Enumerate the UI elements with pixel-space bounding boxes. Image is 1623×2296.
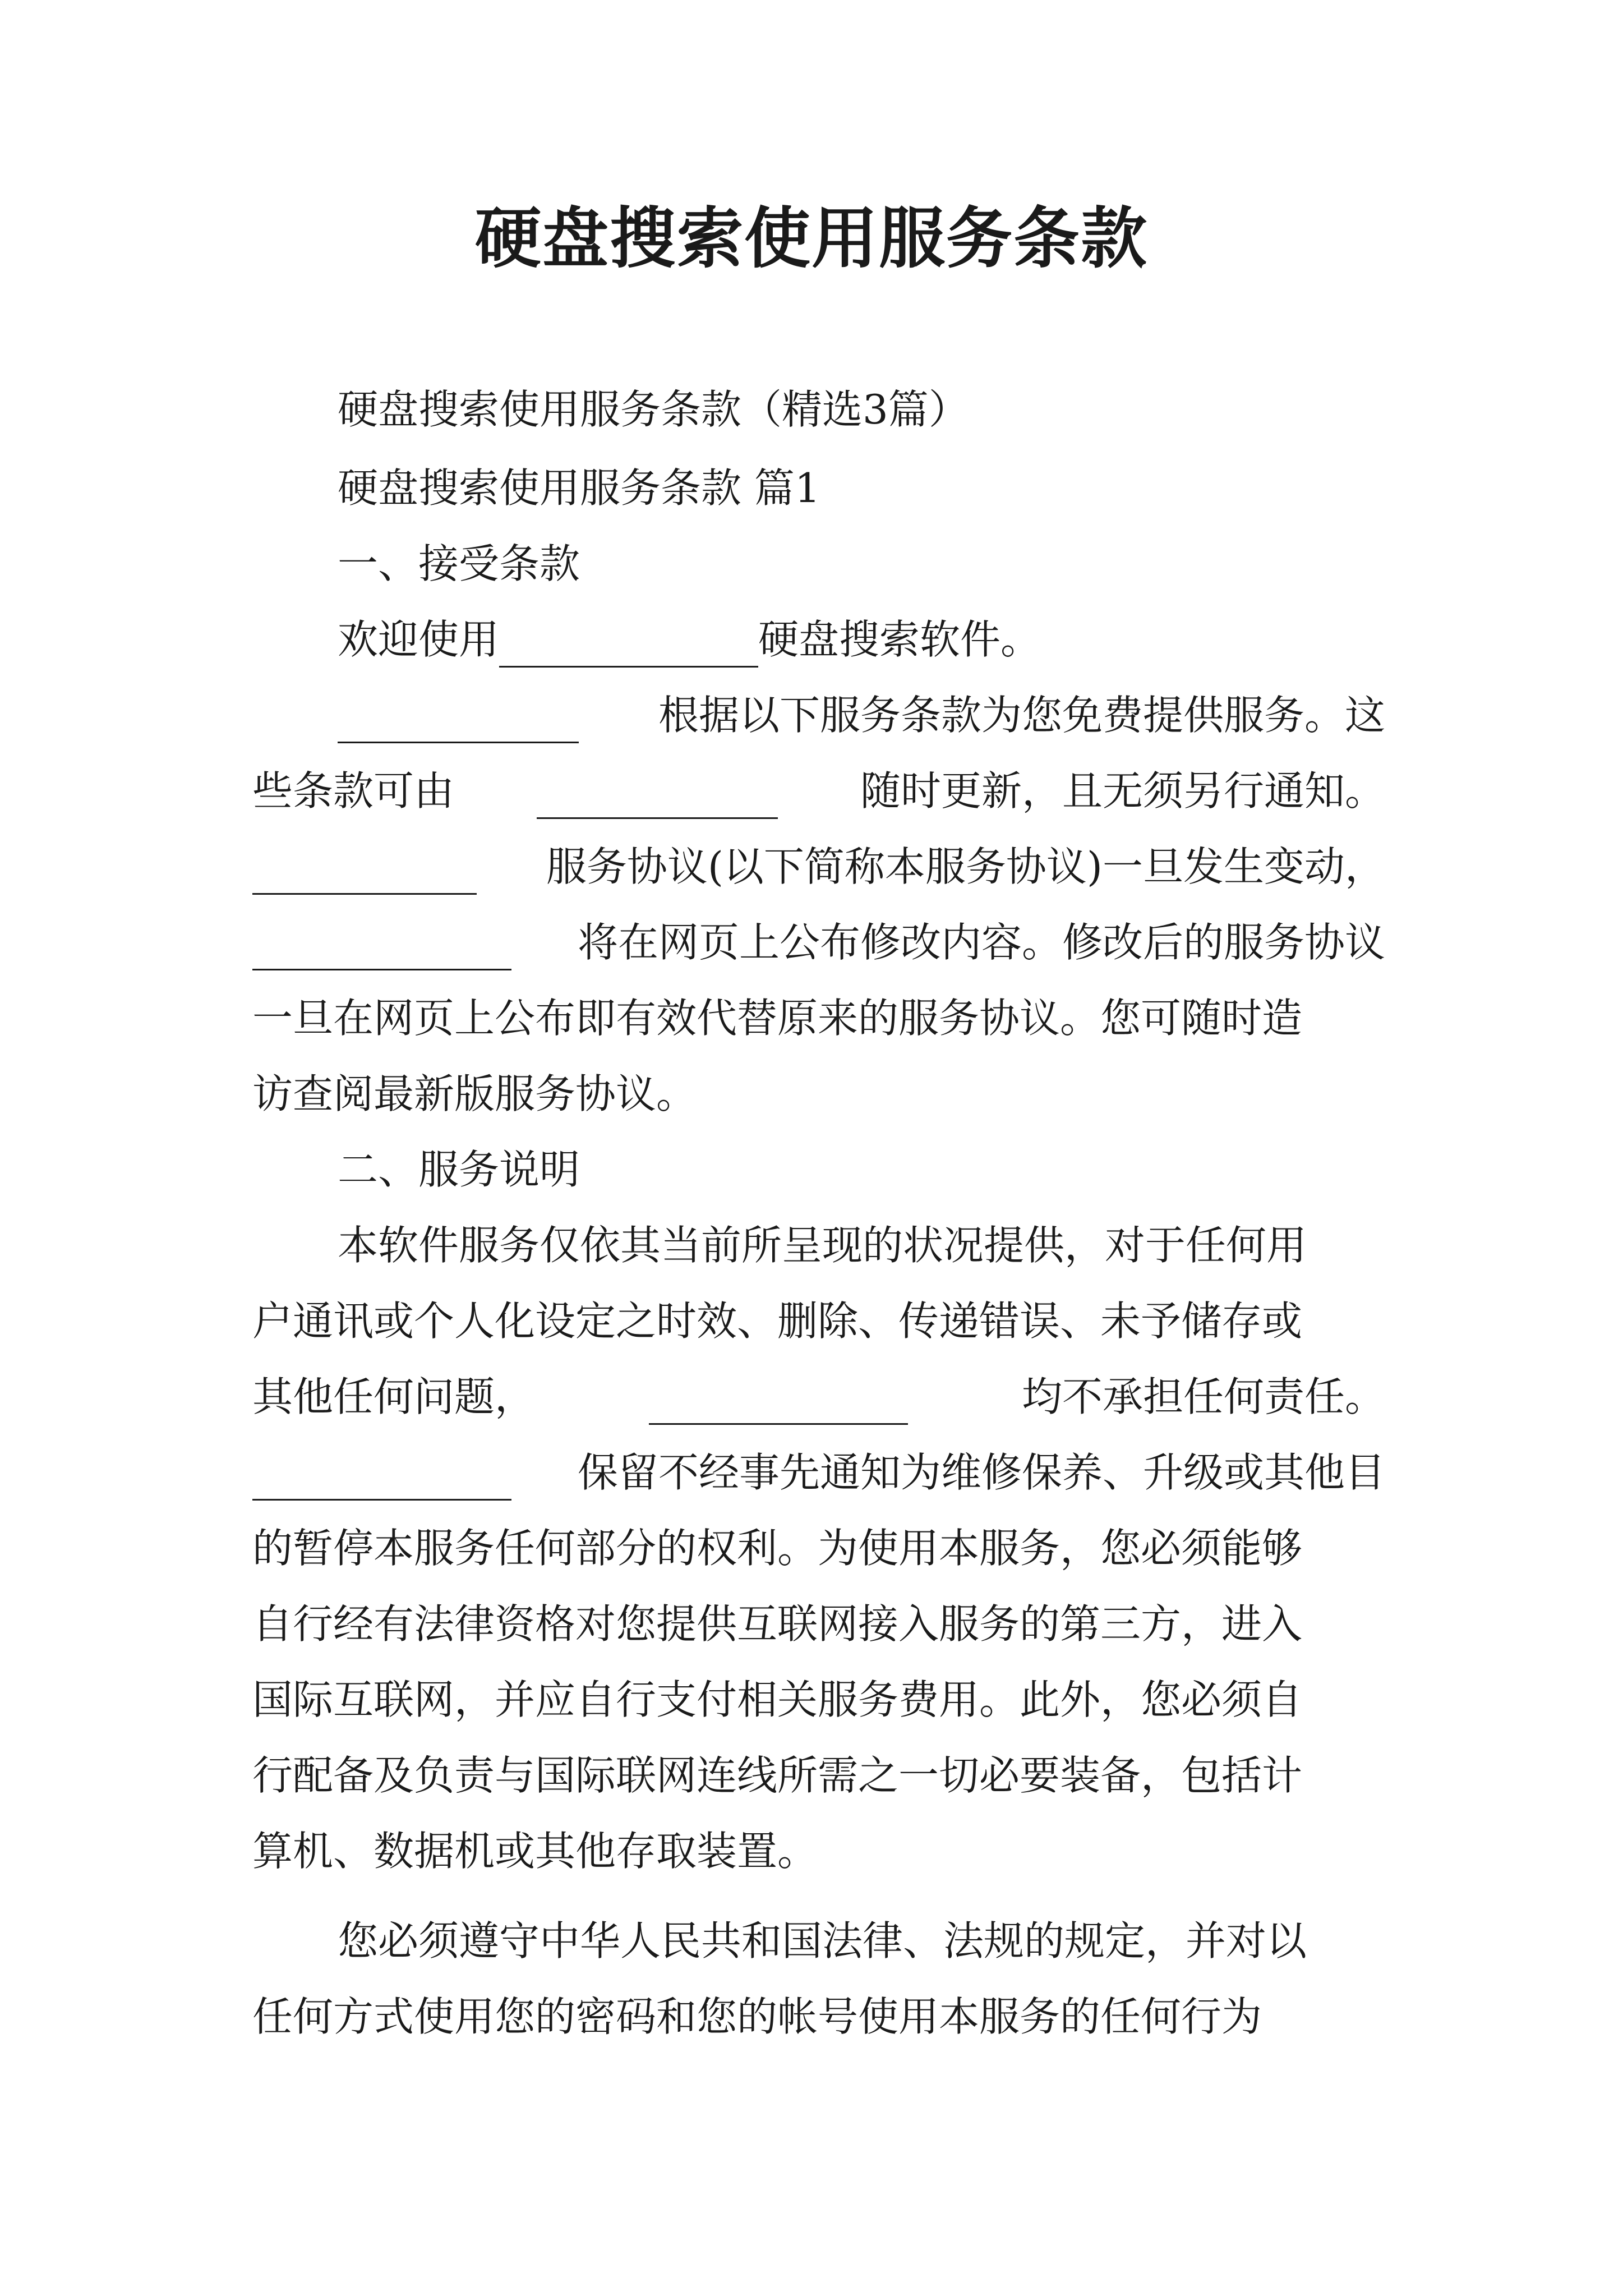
text-segment: 均不承担任何责任。 xyxy=(1021,1373,1385,1420)
paragraph-line xyxy=(252,763,1385,819)
paragraph-line: 访查阅最新版服务协议。 xyxy=(252,1070,697,1117)
doc-subtitle: 硬盘搜索使用服务条款（精选3篇） xyxy=(338,386,969,433)
text-segment: 服务协议(以下简称本服务协议)一旦发生变动， xyxy=(546,843,1385,890)
text-segment: 将在网页上公布修改内容。修改后的服务协议 xyxy=(577,919,1385,966)
fill-blank xyxy=(252,1444,511,1501)
text-segment: 随时更新，且无须另行通知。 xyxy=(860,767,1385,815)
text-segment: 根据以下服务条款为您免费提供服务。这 xyxy=(658,692,1385,739)
text-segment: 硬盘搜索软件。 xyxy=(758,616,1041,663)
fill-blank xyxy=(252,914,511,970)
paragraph-line: 国际互联网，并应自行支付相关服务费用。此外，您必须自 xyxy=(252,1676,1303,1723)
paragraph-line: 您必须遵守中华人民共和国法律、法规的规定，并对以 xyxy=(338,1917,1307,1964)
paragraph-line: 户通讯或个人化设定之时效、删除、传递错误、未予储存或 xyxy=(252,1297,1303,1345)
paragraph-line: 自行经有法律资格对您提供互联网接入服务的第三方，进入 xyxy=(252,1600,1303,1648)
paragraph-line: 的暂停本服务任何部分的权利。为使用本服务，您必须能够 xyxy=(252,1525,1303,1572)
text-segment: 其他任何问题， xyxy=(252,1373,536,1420)
fill-blank xyxy=(499,611,758,668)
fill-blank xyxy=(649,1369,908,1425)
paragraph-line: 任何方式使用您的密码和您的帐号使用本服务的任何行为 xyxy=(252,1993,1262,2040)
document-title: 硬盘搜索使用服务条款 xyxy=(474,199,1148,277)
text-segment: 些条款可由 xyxy=(252,767,455,815)
paragraph-line xyxy=(338,687,1385,743)
paragraph-line: 一旦在网页上公布即有效代替原来的服务协议。您可随时造 xyxy=(252,995,1303,1042)
fill-blank xyxy=(252,839,477,895)
fill-blank xyxy=(338,687,579,743)
paragraph-line xyxy=(252,1444,1385,1501)
fill-blank xyxy=(537,763,778,819)
clause-heading: 二、服务说明 xyxy=(338,1146,580,1193)
paragraph-line xyxy=(252,1369,1385,1425)
paragraph-line: 行配备及负责与国际联网连线所需之一切必要装备，包括计 xyxy=(252,1752,1303,1799)
section-heading: 硬盘搜索使用服务条款 篇1 xyxy=(338,464,820,512)
paragraph-line: 算机、数据机或其他存取装置。 xyxy=(252,1828,818,1875)
paragraph-line xyxy=(252,839,1385,895)
text-segment: 保留不经事先通知为维修保养、升级或其他目 xyxy=(577,1449,1385,1496)
paragraph-line xyxy=(338,611,1385,668)
clause-heading: 一、接受条款 xyxy=(338,540,580,587)
paragraph-line: 本软件服务仅依其当前所呈现的状况提供，对于任何用 xyxy=(338,1222,1307,1269)
text-segment: 欢迎使用 xyxy=(338,616,500,663)
paragraph-line xyxy=(252,914,1385,970)
